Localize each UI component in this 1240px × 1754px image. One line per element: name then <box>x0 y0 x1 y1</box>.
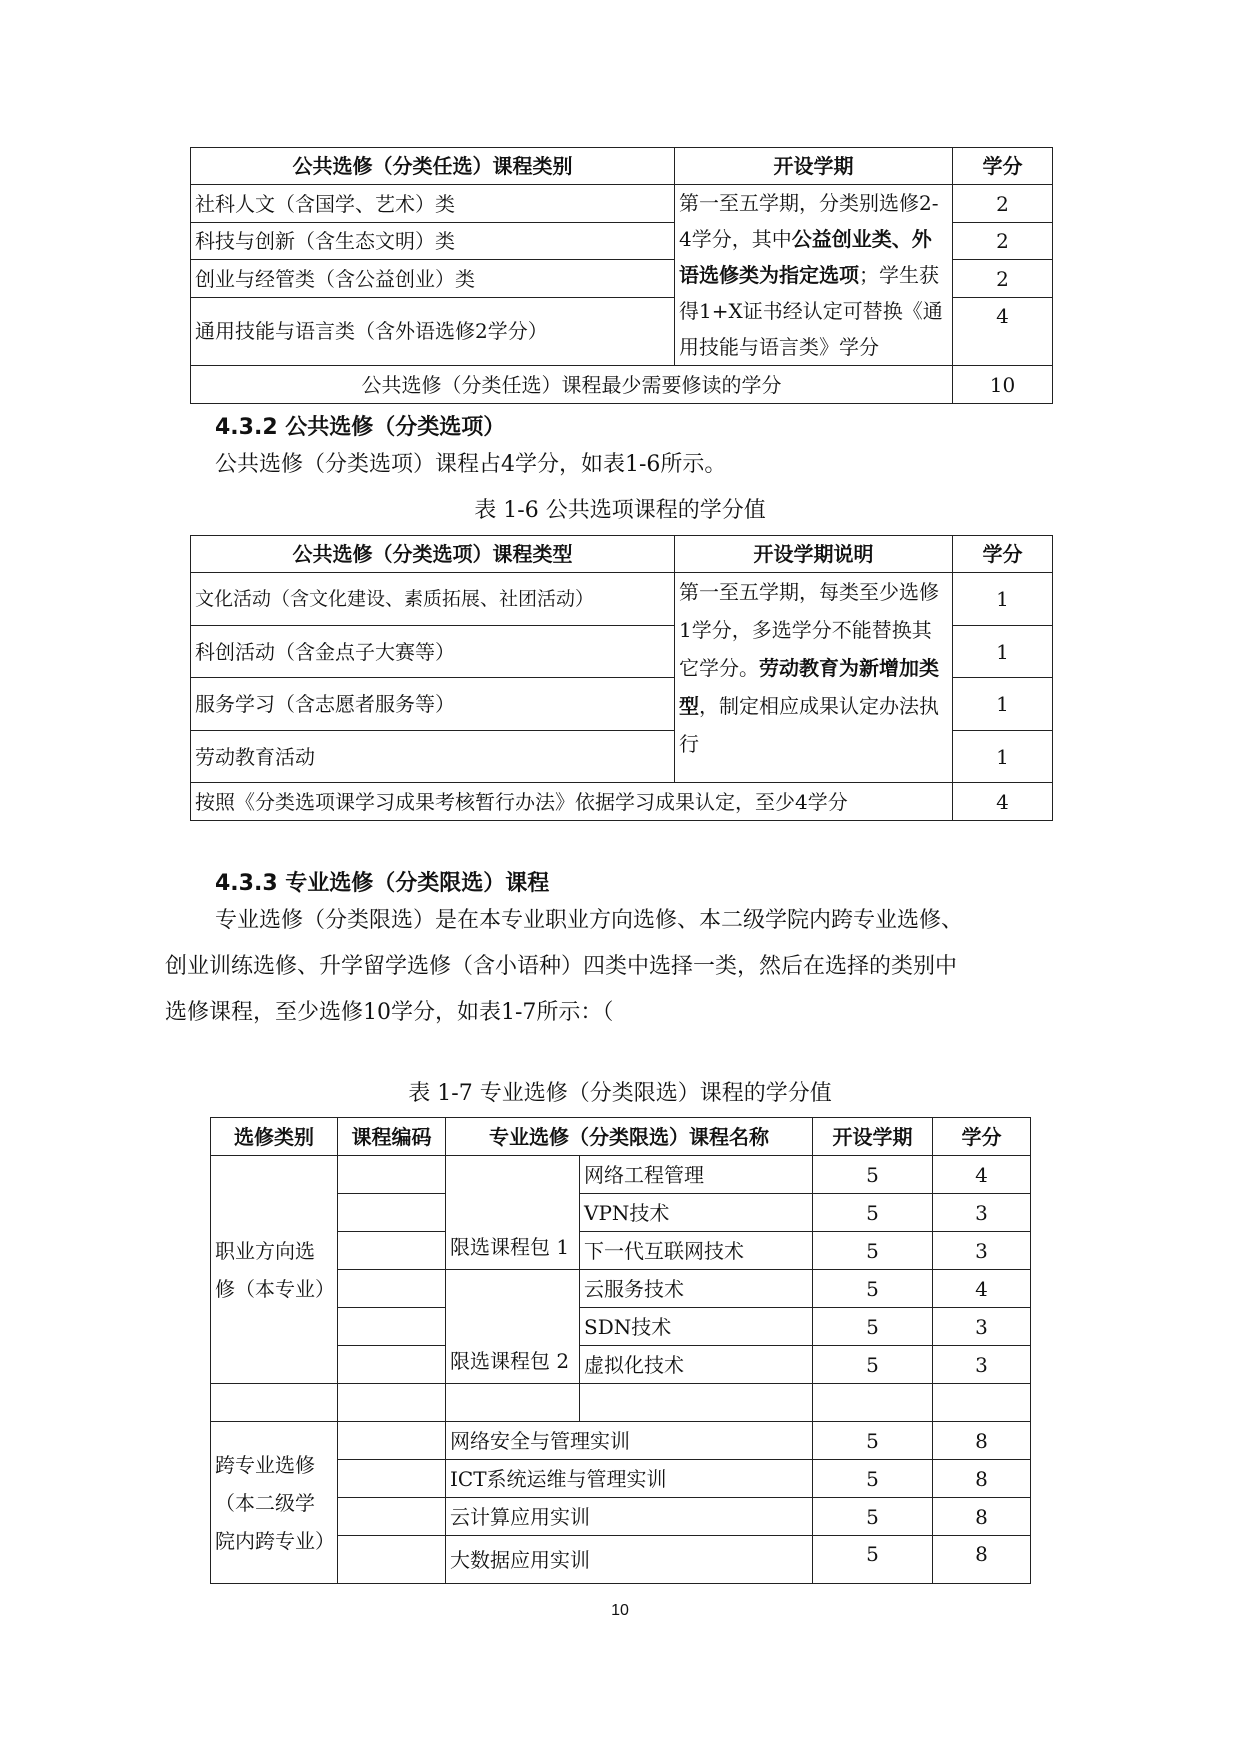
table3-course-credit: 4 <box>933 1270 1031 1308</box>
table3-code-cell <box>338 1308 446 1346</box>
table1-header-credit: 学分 <box>953 148 1053 185</box>
table3-course-credit: 4 <box>933 1156 1031 1194</box>
section-heading-433: 4.3.3 专业选修（分类限选）课程 <box>215 871 550 896</box>
table3-blank-cell <box>933 1384 1031 1422</box>
table3-course-semester: 5 <box>813 1194 933 1232</box>
table2-row-type: 文化活动（含文化建设、素质拓展、社团活动） <box>191 573 675 626</box>
table3-course-credit: 3 <box>933 1232 1031 1270</box>
section-heading-432: 4.3.2 公共选修（分类选项） <box>215 415 506 440</box>
section433-paragraph-line3: 选修课程，至少选修10学分，如表1-7所示：（ <box>165 1000 614 1025</box>
table3-course-name: 云计算应用实训 <box>446 1498 813 1536</box>
table1-header-semester: 开设学期 <box>675 148 953 185</box>
table2-row-credit: 1 <box>953 626 1053 678</box>
table3-course-name: VPN技术 <box>580 1194 813 1232</box>
table1-row-category: 创业与经管类（含公益创业）类 <box>191 260 675 297</box>
table3-course-semester: 5 <box>813 1346 933 1384</box>
table3-course-credit: 3 <box>933 1194 1031 1232</box>
table3-course-semester: 5 <box>813 1270 933 1308</box>
table3-course-name: 网络工程管理 <box>580 1156 813 1194</box>
table3-header-category: 选修类别 <box>211 1118 338 1156</box>
section433-paragraph-line2: 创业训练选修、升学留学选修（含小语种）四类中选择一类，然后在选择的类别中 <box>165 954 958 979</box>
table3-course-semester: 5 <box>813 1156 933 1194</box>
table3-code-cell <box>338 1156 446 1194</box>
table3-course-credit: 3 <box>933 1308 1031 1346</box>
table-caption-1-7: 表 1-7 专业选修（分类限选）课程的学分值 <box>408 1081 832 1106</box>
table1-header-category: 公共选修（分类任选）课程类别 <box>191 148 675 185</box>
table2-row-credit: 1 <box>953 573 1053 626</box>
table-caption-1-6: 表 1-6 公共选项课程的学分值 <box>474 498 766 523</box>
table3-blank-cell <box>338 1384 446 1422</box>
table1-row-credit: 2 <box>953 260 1053 297</box>
table3-blank-cell <box>446 1384 580 1422</box>
elective-option-table <box>190 535 1053 821</box>
table1-row-credit: 2 <box>953 185 1053 223</box>
table3-header-code: 课程编码 <box>338 1118 446 1156</box>
table1-row-category: 科技与创新（含生态文明）类 <box>191 223 675 260</box>
table1-row-credit: 2 <box>953 223 1053 260</box>
table3-package-1: 限选课程包 1 <box>446 1156 580 1270</box>
table2-row-type: 劳动教育活动 <box>191 731 675 783</box>
table3-course-name: ICT系统运维与管理实训 <box>446 1460 813 1498</box>
table3-blank-cell <box>580 1384 813 1422</box>
table3-course-credit: 8 <box>933 1536 1031 1584</box>
table3-course-name: SDN技术 <box>580 1308 813 1346</box>
table2-total-credit: 4 <box>953 783 1053 821</box>
table1-semester-note: 第一至五学期，分类别选修2-4学分，其中公益创业类、外语选修类为指定选项；学生获得1+X证书经认定可替换《通用技能与语言类》学分 <box>675 185 953 366</box>
table3-course-name: 大数据应用实训 <box>446 1536 813 1584</box>
table2-row-type: 科创活动（含金点子大赛等） <box>191 626 675 678</box>
table3-code-cell <box>338 1346 446 1384</box>
table2-header-type: 公共选修（分类选项）课程类型 <box>191 536 675 573</box>
table3-blank-cell <box>211 1384 338 1422</box>
table3-header-credit: 学分 <box>933 1118 1031 1156</box>
section432-paragraph: 公共选修（分类选项）课程占4学分，如表1-6所示。 <box>215 452 727 477</box>
table2-total-label: 按照《分类选项课学习成果考核暂行办法》依据学习成果认定，至少4学分 <box>191 783 953 821</box>
table3-code-cell <box>338 1422 446 1460</box>
table1-row-category: 社科人文（含国学、艺术）类 <box>191 185 675 223</box>
table3-code-cell <box>338 1194 446 1232</box>
table2-row-credit: 1 <box>953 731 1053 783</box>
table3-group-cross-major: 跨专业选修（本二级学院内跨专业） <box>211 1422 338 1584</box>
table3-blank-cell <box>813 1384 933 1422</box>
table3-course-name: 云服务技术 <box>580 1270 813 1308</box>
table3-course-semester: 5 <box>813 1498 933 1536</box>
table2-semester-note: 第一至五学期，每类至少选修1学分，多选学分不能替换其它学分。劳动教育为新增加类型，制定相应成果认定办法执行 <box>675 573 953 783</box>
table3-group-career: 职业方向选修（本专业） <box>211 1156 338 1384</box>
table3-course-credit: 8 <box>933 1460 1031 1498</box>
section433-paragraph-line1: 专业选修（分类限选）是在本专业职业方向选修、本二级学院内跨专业选修、 <box>215 908 964 933</box>
table3-course-credit: 8 <box>933 1422 1031 1460</box>
table3-course-semester: 5 <box>813 1308 933 1346</box>
table3-code-cell <box>338 1270 446 1308</box>
table1-total-credit: 10 <box>953 366 1053 404</box>
table3-course-credit: 3 <box>933 1346 1031 1384</box>
table3-code-cell <box>338 1536 446 1584</box>
table3-code-cell <box>338 1232 446 1270</box>
table3-course-name: 网络安全与管理实训 <box>446 1422 813 1460</box>
table2-row-credit: 1 <box>953 678 1053 731</box>
table3-code-cell <box>338 1460 446 1498</box>
professional-elective-table <box>210 1117 1031 1584</box>
table3-header-course-name: 专业选修（分类限选）课程名称 <box>446 1118 813 1156</box>
table2-header-semester: 开设学期说明 <box>675 536 953 573</box>
table1-total-label: 公共选修（分类任选）课程最少需要修读的学分 <box>191 366 953 404</box>
table3-course-name: 下一代互联网技术 <box>580 1232 813 1270</box>
table2-row-type: 服务学习（含志愿者服务等） <box>191 678 675 731</box>
table3-course-credit: 8 <box>933 1498 1031 1536</box>
table3-package-2: 限选课程包 2 <box>446 1270 580 1384</box>
table3-code-cell <box>338 1498 446 1536</box>
table2-header-credit: 学分 <box>953 536 1053 573</box>
table1-row-credit: 4 <box>953 297 1053 365</box>
page-number: 10 <box>611 1602 629 1619</box>
table3-course-semester: 5 <box>813 1232 933 1270</box>
table3-course-semester: 5 <box>813 1460 933 1498</box>
table3-course-name: 虚拟化技术 <box>580 1346 813 1384</box>
elective-category-table <box>190 147 1053 404</box>
table3-course-semester: 5 <box>813 1536 933 1584</box>
table1-row-category: 通用技能与语言类（含外语选修2学分） <box>191 297 675 365</box>
table3-course-semester: 5 <box>813 1422 933 1460</box>
table3-header-semester: 开设学期 <box>813 1118 933 1156</box>
